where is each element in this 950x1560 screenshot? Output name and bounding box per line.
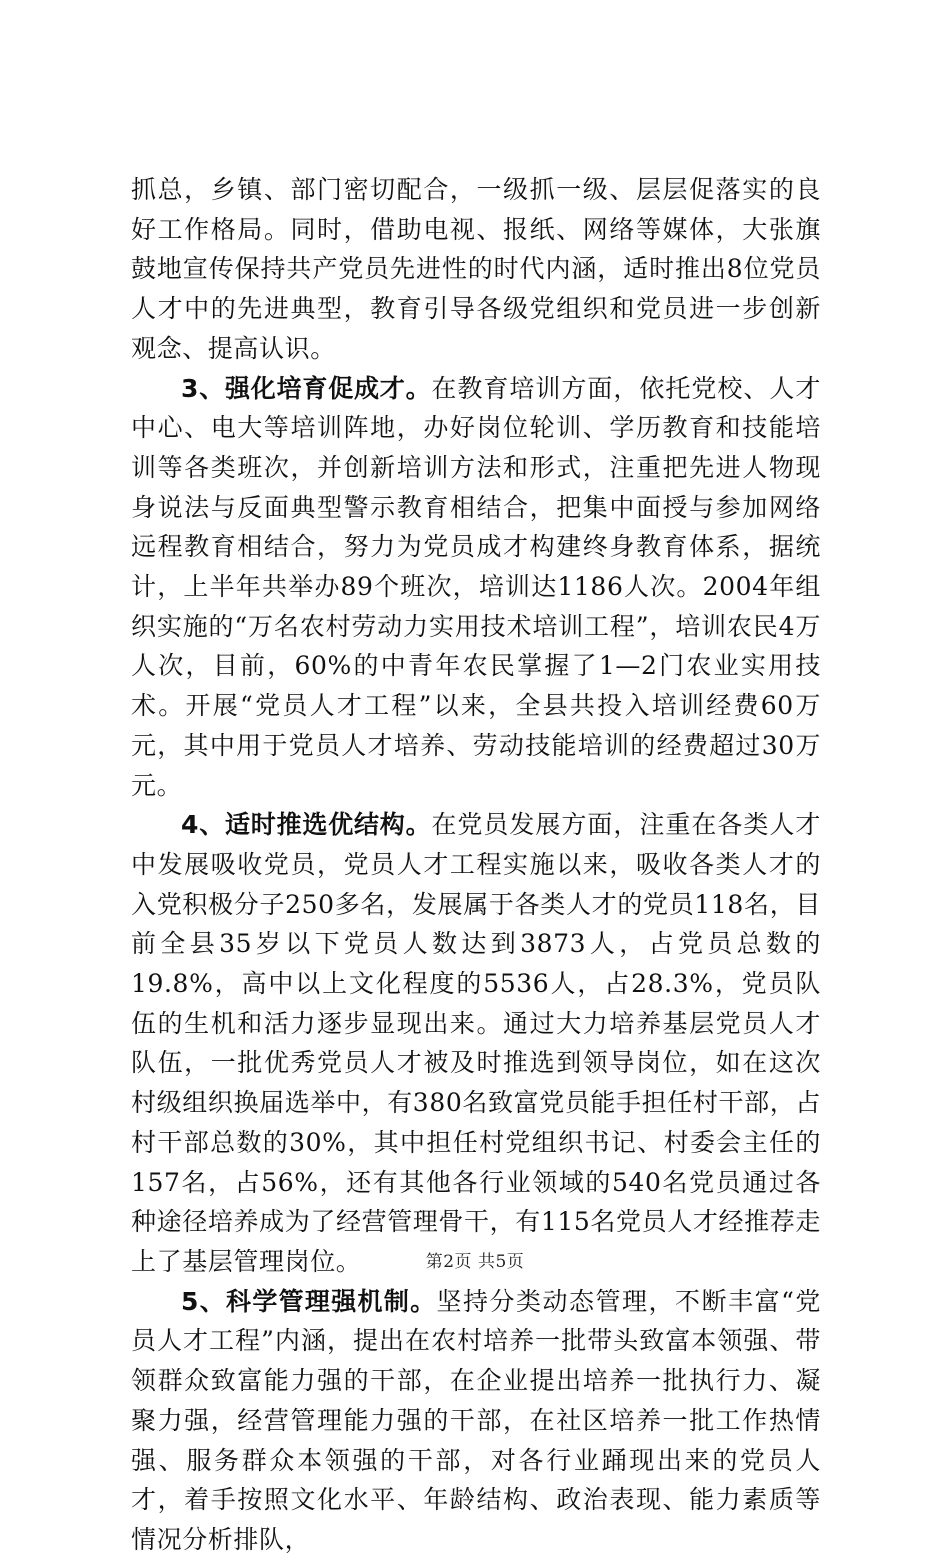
section-heading-structure: 4、适时推选优结构。 — [181, 810, 432, 840]
document-body — [131, 170, 821, 1560]
section-heading-training: 3、强化培育促成才。 — [181, 373, 432, 403]
paragraph-management — [131, 1282, 821, 1560]
paragraph-text: 抓总，乡镇、部门密切配合，一级抓一级、层层促落实的良好工作格局。同时，借助电视、报纸、网络等媒体，大张旗鼓地宣传保持共产党员先进性的时代内涵，适时推出8位党员人才中的先进典型，教育引导各级党组织和党员进一步创新观念、提高认识。 — [131, 175, 821, 363]
paragraph-text: 坚持分类动态管理，不断丰富“党员人才工程”内涵，提出在农村培养一批带头致富本领强、带领群众致富能力强的干部，在企业提出培养一批执行力、凝聚力强，经营管理能力强的干部，在社区培养一批工作热情强、服务群众本领强的干部，对各行业踊现出来的党员人才，着手按照文化水平、年龄结构、政治表现、能力素质等情况分析排队， — [131, 1286, 821, 1554]
paragraph-structure — [131, 805, 821, 1281]
paragraph-continuation — [131, 170, 821, 369]
page-number-footer: 第2页 共5页 — [425, 1252, 525, 1272]
section-heading-management: 5、科学管理强机制。 — [181, 1286, 437, 1316]
paragraph-text: 在党员发展方面，注重在各类人才中发展吸收党员，党员人才工程实施以来，吸收各类人才的入党积极分子250多名，发展属于各类人才的党员118名，目前全县35岁以下党员人数达到3873人，占党员总数的19.8%，高中以上文化程度的5536人，占28.3%，党员队伍的生机和活力逐步显现出来。通过大力培养基层党员人才队伍，一批优秀党员人才被及时推选到领导岗位，如在这次村级组织换届选举中，有380名致富党员能手担任村干部，占村干部总数的30%，其中担任村党组织书记、村委会主任的157名，占56%，还有其他各行业领域的540名党员通过各种途径培养成为了经营管理骨干，有115名党员人才经推荐走上了基层管理岗位。 — [131, 810, 821, 1276]
paragraph-text: 在教育培训方面，依托党校、人才中心、电大等培训阵地，办好岗位轮训、学历教育和技能培训等各类班次，并创新培训方法和形式，注重把先进人物现身说法与反面典型警示教育相结合，把集中面授与参加网络远程教育相结合，努力为党员成才构建终身教育体系，据统计，上半年共举办89个班次，培训达1186人次。2004年组织实施的“万名农村劳动力实用技术培训工程”，培训农民4万人次，目前，60%的中青年农民掌握了1—2门农业实用技术。开展“党员人才工程”以来，全县共投入培训经费60万元，其中用于党员人才培养、劳动技能培训的经费超过30万元。 — [131, 373, 821, 800]
paragraph-training — [131, 369, 821, 806]
